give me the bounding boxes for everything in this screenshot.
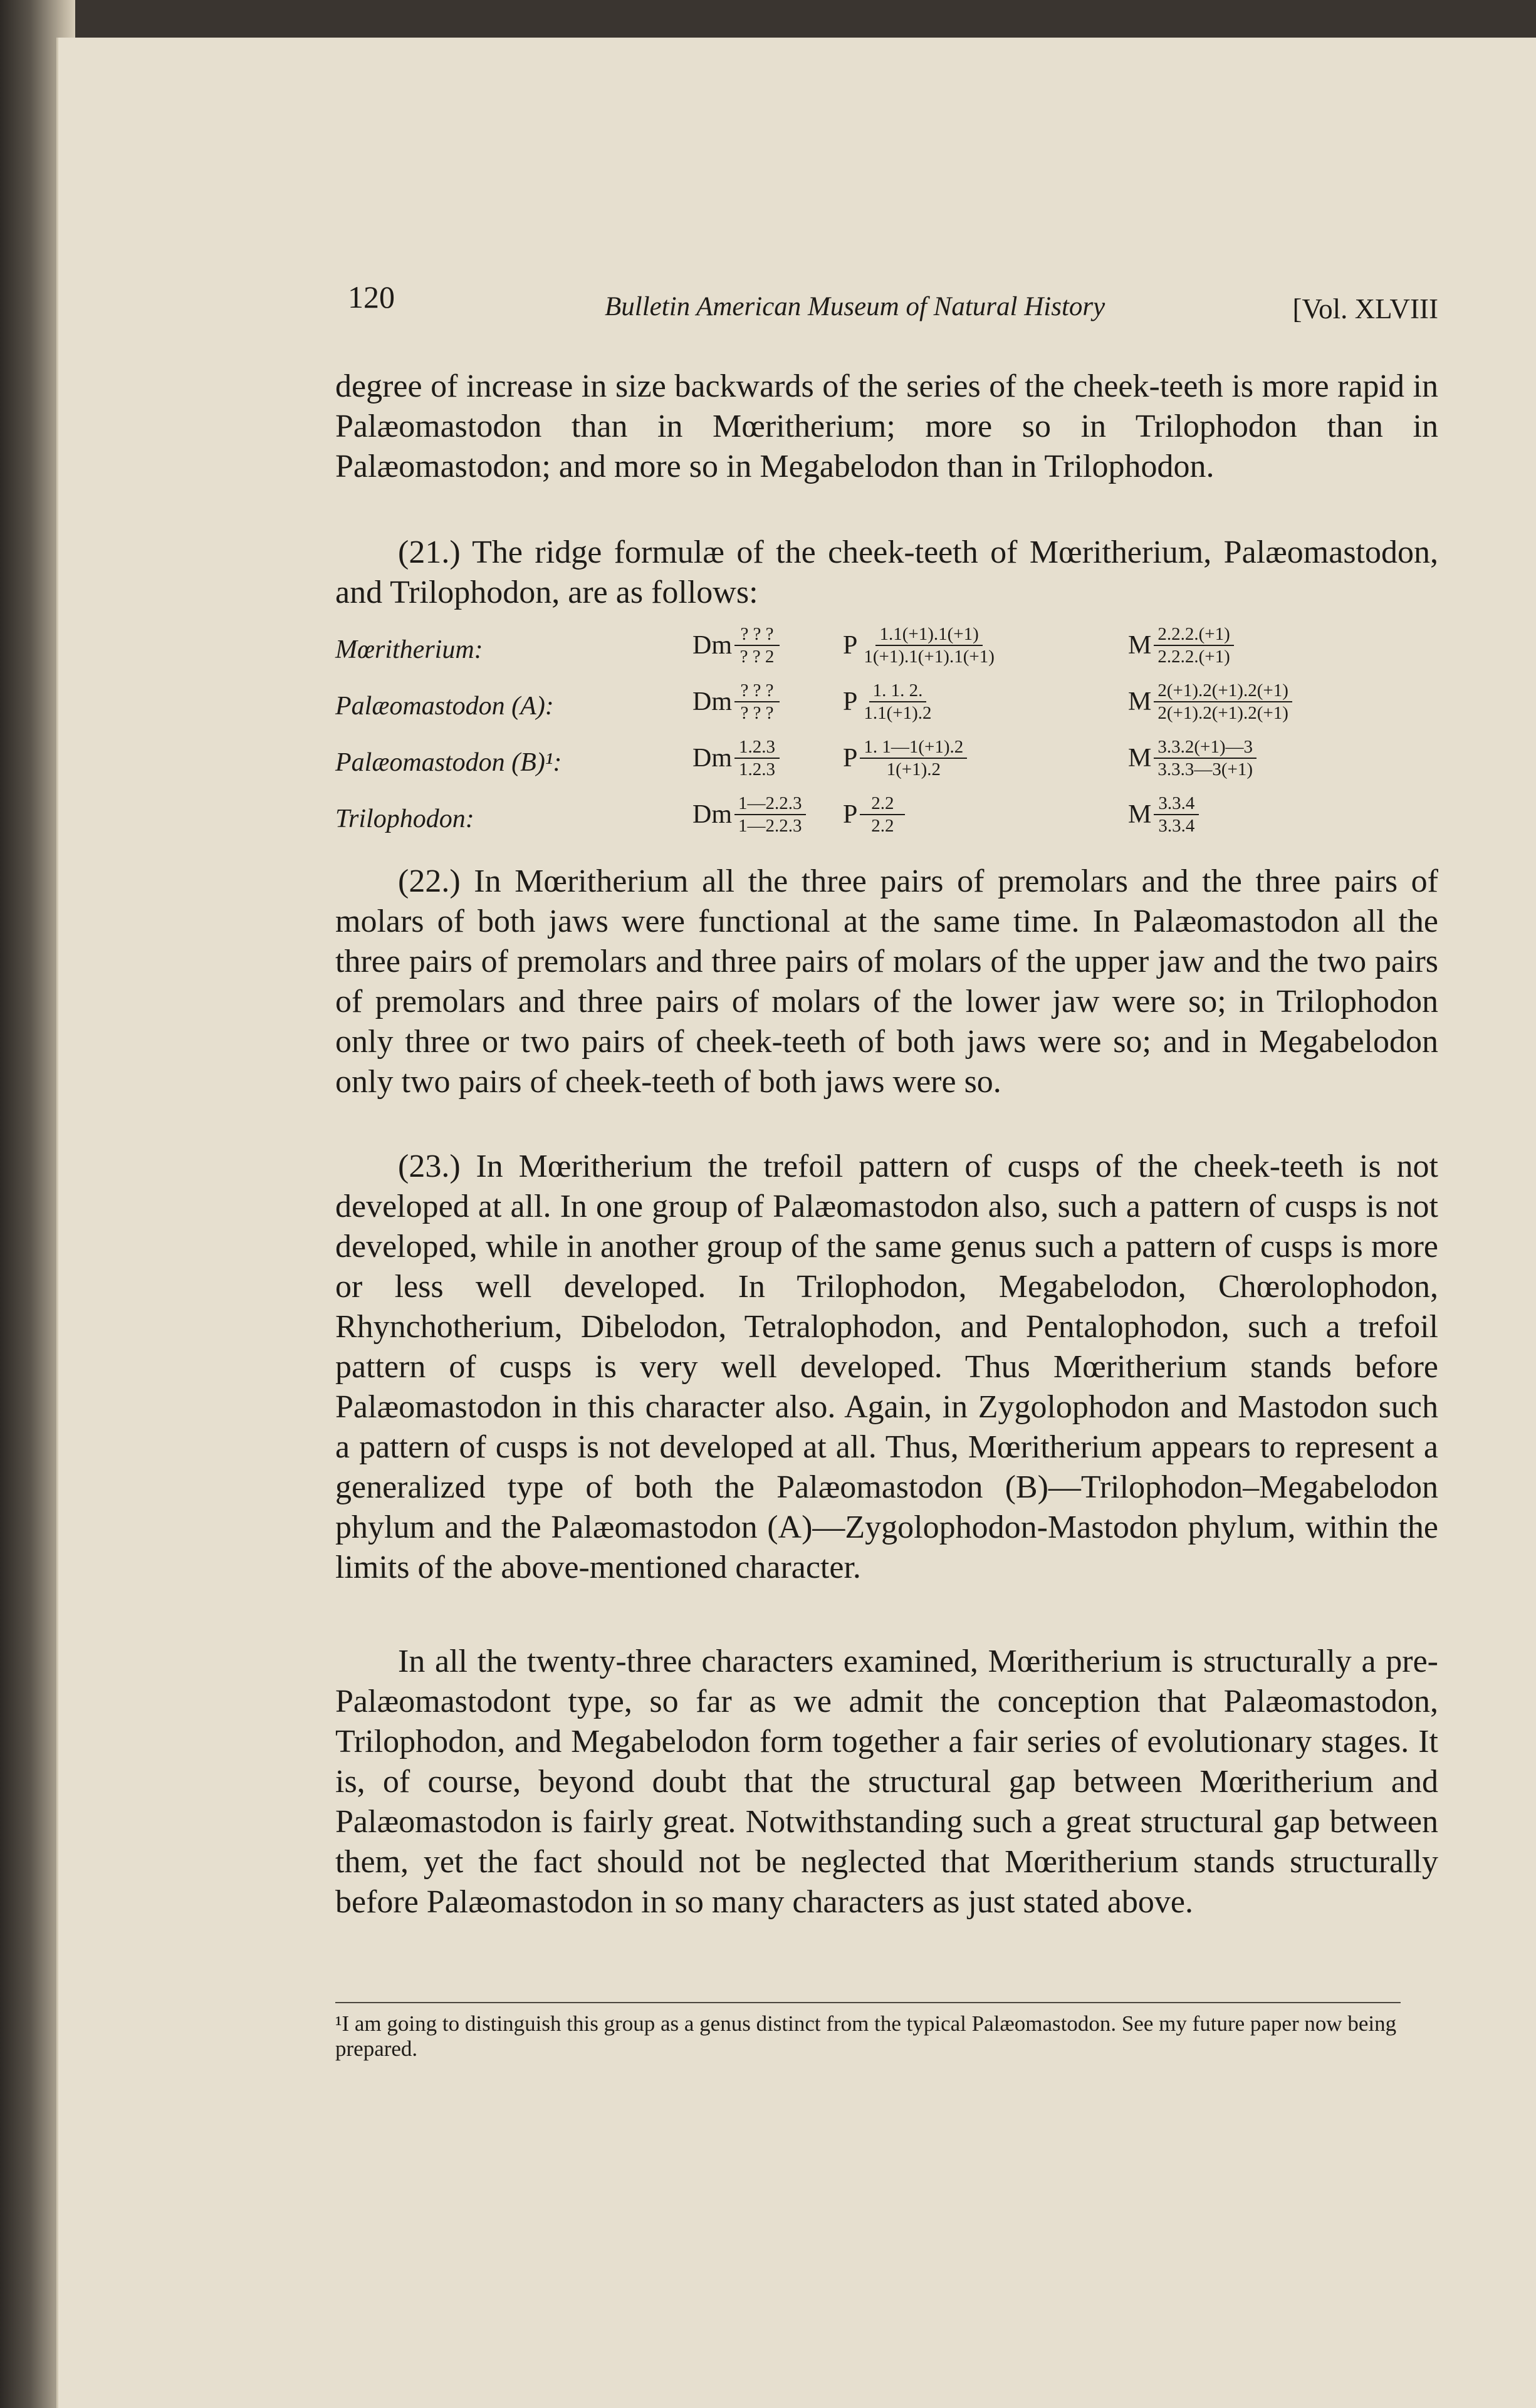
paragraph-23-block — [335, 1147, 1438, 1588]
dm-formula: Dm $\frac{? ? ?}{? ? 2}$ — [692, 623, 780, 667]
paragraph-4: (23.) In Mœritherium the trefoil pattern of cusps of the cheek-teeth is not developed at all. In one group of Palæomastodon also, such a pattern of cusps is not developed, while in another group of the same genus such a pattern of cusps is more or less well developed. In Trilophodon, Megabelodon, Chœrolophodon, Rhynchotherium, Dibelodon, Tetralophodon, and Pentalophodon, such a trefoil pattern of cusps is very well developed. Thus Mœritherium stands before Palæomastodon in this character also. Again, in Zygolophodon and Mastodon such a pattern of cusps is not developed at all. Thus, Mœritherium appears to represent a generalized type of both the Palæomastodon (B)—Trilophodon–Megabelodon phylum and the Palæomastodon (A)—Zygolophodon-Mastodon phylum, within the limits of the above-mentioned character. — [335, 1149, 1438, 1585]
p-formula: P $\frac{1.1(+1).1(+1)}{1(+1).1(+1).1(+1)}$ — [843, 624, 995, 667]
paragraph-continuation — [335, 367, 1438, 487]
paragraph-5: In all the twenty-three characters examined, Mœritherium is structurally a pre-Palæomastodont type, so far as we admit the conception that Palæomastodon, Trilophodon, and Megabelodon form together a fair series of evolutionary stages. It is, of course, beyond doubt that the structural gap between Mœritherium and Palæomastodon is fairly great. Notwithstanding such a great structural gap between them, yet the fact should not be neglected that Mœritherium stands structurally before Palæomastodon in so many characters as just stated above. — [335, 1644, 1438, 1920]
m-formula: M $\frac{2(+1).2(+1).2(+1)}{2(+1).2(+1).2(+1)}$ — [1128, 680, 1292, 724]
dm-formula: Dm $\frac{? ? ?}{? ? ?}$ — [692, 680, 780, 724]
paragraph-22-block — [335, 862, 1438, 1102]
paragraph-1: degree of increase in size backwards of the series of the cheek-teeth is more rapid in Palæomastodon than in Mœritherium; more so in Trilophodon than in Palæomastodon; and more so in Megabelodon than in Trilophodon. — [335, 368, 1438, 484]
page-number: 120 — [348, 279, 395, 315]
footnote-divider — [335, 2002, 1401, 2003]
paragraph-21 — [335, 533, 1438, 613]
formula-row — [335, 736, 1438, 793]
footnote: ¹I am going to distinguish this group as a genus distinct from the typical Palæomastodon. See my future paper now being prepared. — [335, 2011, 1397, 2061]
m-formula: M $\frac{2.2.2.(+1)}{2.2.2.(+1)}$ — [1128, 623, 1234, 667]
p-formula: P $\frac{1. 1. 2.}{1.1(+1).2}$ — [843, 680, 932, 723]
paragraph-3: (22.) In Mœritherium all the three pairs of premolars and the three pairs of molars of both jaws were functional at the same time. In Palæomastodon all the three pairs of premolars and three pairs of molars of the upper jaw and the two pairs of premolars and three pairs of molars of the lower jaw were so; in Trilophodon only three or two pairs of cheek-teeth of both jaws were so; and in Megabelodon only two pairs of cheek-teeth of both jaws were so. — [335, 863, 1438, 1100]
p-formula: P $\frac{1. 1—1(+1).2}{1(+1).2}$ — [843, 736, 967, 780]
page-header — [348, 279, 1438, 323]
genus-label: Trilophodon: — [335, 805, 474, 833]
dm-formula: Dm $\frac{1—2.2.3}{1—2.2.3}$ — [692, 793, 806, 837]
paragraph-2: (21.) The ridge formulæ of the cheek-teeth of Mœritherium, Palæomastodon, and Trilophodon, are as follows: — [335, 534, 1438, 610]
dm-formula: Dm $\frac{1.2.3}{1.2.3}$ — [692, 736, 780, 780]
formula-row — [335, 680, 1438, 736]
p-formula: P $\frac{2.2}{2.2}$ — [843, 793, 905, 837]
paragraph-conclusion-block — [335, 1642, 1438, 1922]
genus-label: Palæomastodon (A): — [335, 692, 554, 721]
volume-label: [Vol. XLVIII — [1292, 293, 1438, 325]
formula-row — [335, 793, 1438, 849]
genus-label: Mœritherium: — [335, 635, 483, 664]
ridge-formulae-table — [335, 623, 1438, 849]
formula-row — [335, 623, 1438, 680]
journal-title: Bulletin American Museum of Natural History — [605, 292, 1105, 321]
m-formula: M $\frac{3.3.2(+1)—3}{3.3.3—3(+1)}$ — [1128, 736, 1256, 780]
genus-label: Palæomastodon (B)¹: — [335, 748, 562, 777]
m-formula: M $\frac{3.3.4}{3.3.4}$ — [1128, 793, 1199, 837]
